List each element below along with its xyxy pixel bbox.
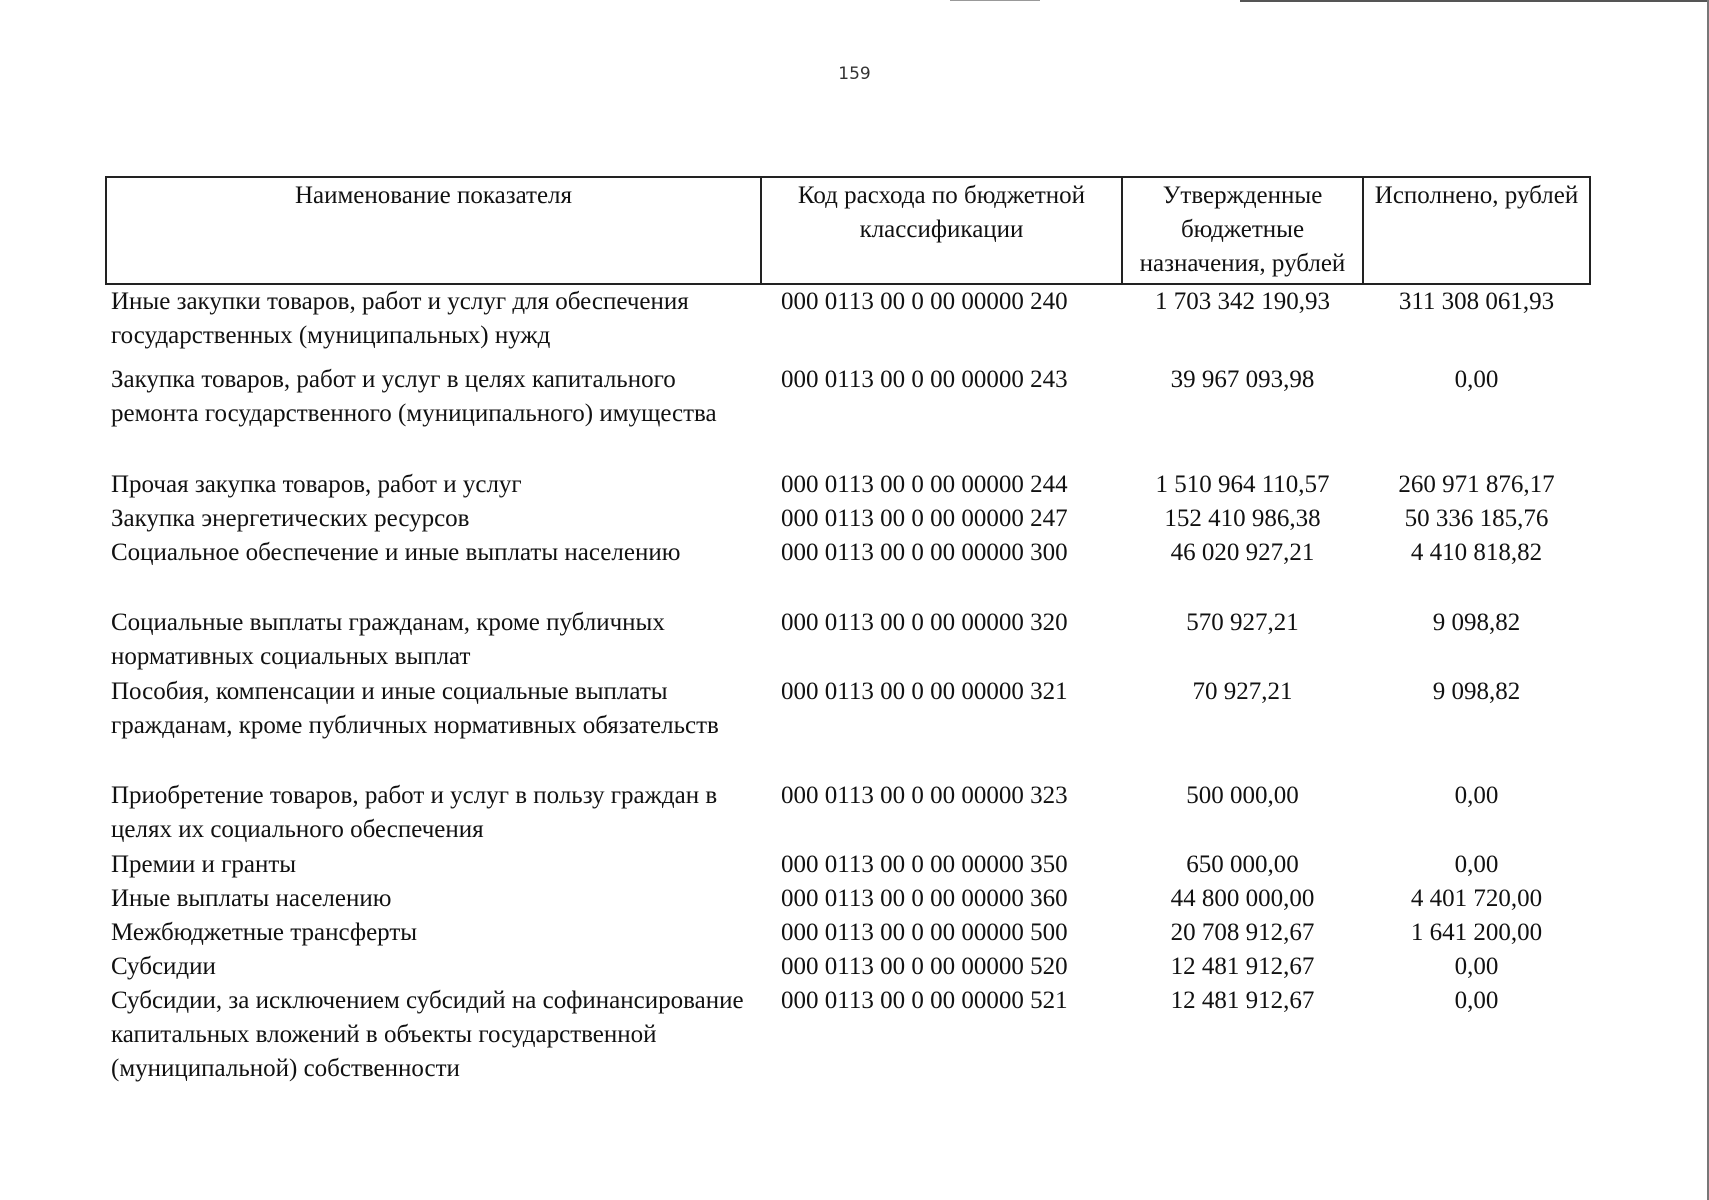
- executed-amount: 0,00: [1454, 953, 1499, 980]
- indicator-name: Закупка энергетических ресурсов: [111, 505, 470, 532]
- expense-code: 000 0113 00 0 00 00000 240: [781, 288, 1068, 315]
- scan-artifact: [1240, 0, 1709, 2]
- executed-amount: 4 401 720,00: [1410, 885, 1543, 912]
- approved-amount: 12 481 912,67: [1170, 953, 1315, 980]
- indicator-name: Премии и гранты: [111, 851, 297, 878]
- executed-amount: 50 336 185,76: [1404, 505, 1549, 532]
- executed-amount: 4 410 818,82: [1410, 539, 1543, 566]
- approved-amount: 39 967 093,98: [1170, 366, 1315, 393]
- table-row: [106, 284, 1590, 363]
- indicator-name: Иные выплаты населению: [111, 885, 392, 912]
- approved-amount: 12 481 912,67: [1170, 987, 1315, 1014]
- expense-code: 000 0113 00 0 00 00000 500: [781, 919, 1068, 946]
- expense-code: 000 0113 00 0 00 00000 320: [781, 609, 1068, 636]
- approved-amount: 46 020 927,21: [1170, 539, 1315, 566]
- approved-amount: 570 927,21: [1186, 609, 1299, 636]
- table-row: [106, 606, 1590, 675]
- executed-amount: 0,00: [1454, 851, 1499, 878]
- indicator-name: Субсидии, за исключением субсидий на софинансирование капитальных вложений в объекты государственной (муниципальной) собственности: [111, 987, 744, 1082]
- header-indicator-name: Наименование показателя: [106, 177, 761, 284]
- expense-code: 000 0113 00 0 00 00000 350: [781, 851, 1068, 878]
- expense-code: 000 0113 00 0 00 00000 521: [781, 987, 1068, 1014]
- table-row: [106, 779, 1590, 848]
- indicator-name: Закупка товаров, работ и услуг в целях капитального ремонта государственного (муниципального) имущества: [111, 366, 717, 427]
- expense-code: 000 0113 00 0 00 00000 243: [781, 366, 1068, 393]
- indicator-name: Прочая закупка товаров, работ и услуг: [111, 471, 522, 498]
- table-header-row: [106, 177, 1590, 284]
- table-row: [106, 536, 1590, 606]
- indicator-name: Социальные выплаты гражданам, кроме публичных нормативных социальных выплат: [111, 609, 665, 670]
- expense-code: 000 0113 00 0 00 00000 360: [781, 885, 1068, 912]
- executed-amount: 260 971 876,17: [1398, 471, 1555, 498]
- approved-amount: 1 703 342 190,93: [1155, 288, 1330, 315]
- expense-code: 000 0113 00 0 00 00000 300: [781, 539, 1068, 566]
- indicator-name: Межбюджетные трансферты: [111, 919, 418, 946]
- table-row: [106, 848, 1590, 882]
- table-body: [106, 284, 1590, 1088]
- approved-amount: 650 000,00: [1186, 851, 1299, 878]
- approved-amount: 500 000,00: [1186, 782, 1299, 809]
- budget-execution-table: [105, 176, 1591, 1088]
- indicator-name: Иные закупки товаров, работ и услуг для обеспечения государственных (муниципальных) нужд: [111, 288, 689, 349]
- table-row: [106, 950, 1590, 984]
- scan-artifact: [950, 0, 1040, 1]
- executed-amount: 0,00: [1454, 987, 1499, 1014]
- indicator-name: Приобретение товаров, работ и услуг в пользу граждан в целях их социального обеспечения: [111, 782, 718, 843]
- table-row: [106, 468, 1590, 502]
- expense-code: 000 0113 00 0 00 00000 244: [781, 471, 1068, 498]
- table-row: [106, 984, 1590, 1088]
- header-executed-amount: Исполнено, рублей: [1363, 177, 1590, 284]
- approved-amount: 70 927,21: [1192, 678, 1293, 705]
- approved-amount: 44 800 000,00: [1170, 885, 1315, 912]
- approved-amount: 152 410 986,38: [1164, 505, 1321, 532]
- indicator-name: Пособия, компенсации и иные социальные выплаты гражданам, кроме публичных нормативных обязательств: [111, 678, 719, 739]
- executed-amount: 0,00: [1454, 366, 1499, 393]
- executed-amount: 1 641 200,00: [1410, 919, 1543, 946]
- executed-amount: 9 098,82: [1432, 678, 1521, 705]
- table-row: [106, 675, 1590, 779]
- table-row: [106, 363, 1590, 468]
- expense-code: 000 0113 00 0 00 00000 323: [781, 782, 1068, 809]
- approved-amount: 1 510 964 110,57: [1155, 471, 1330, 498]
- expense-code: 000 0113 00 0 00 00000 520: [781, 953, 1068, 980]
- indicator-name: Социальное обеспечение и иные выплаты населению: [111, 539, 681, 566]
- executed-amount: 311 308 061,93: [1398, 288, 1555, 315]
- header-expense-code: Код расхода по бюджетной классификации: [761, 177, 1122, 284]
- page-number: 159: [838, 64, 871, 84]
- executed-amount: 0,00: [1454, 782, 1499, 809]
- indicator-name: Субсидии: [111, 953, 216, 980]
- table-row: [106, 502, 1590, 536]
- executed-amount: 9 098,82: [1432, 609, 1521, 636]
- header-approved-amount: Утвержденные бюджетные назначения, рублей: [1122, 177, 1363, 284]
- approved-amount: 20 708 912,67: [1170, 919, 1315, 946]
- table-row: [106, 882, 1590, 916]
- expense-code: 000 0113 00 0 00 00000 321: [781, 678, 1068, 705]
- table-row: [106, 916, 1590, 950]
- expense-code: 000 0113 00 0 00 00000 247: [781, 505, 1068, 532]
